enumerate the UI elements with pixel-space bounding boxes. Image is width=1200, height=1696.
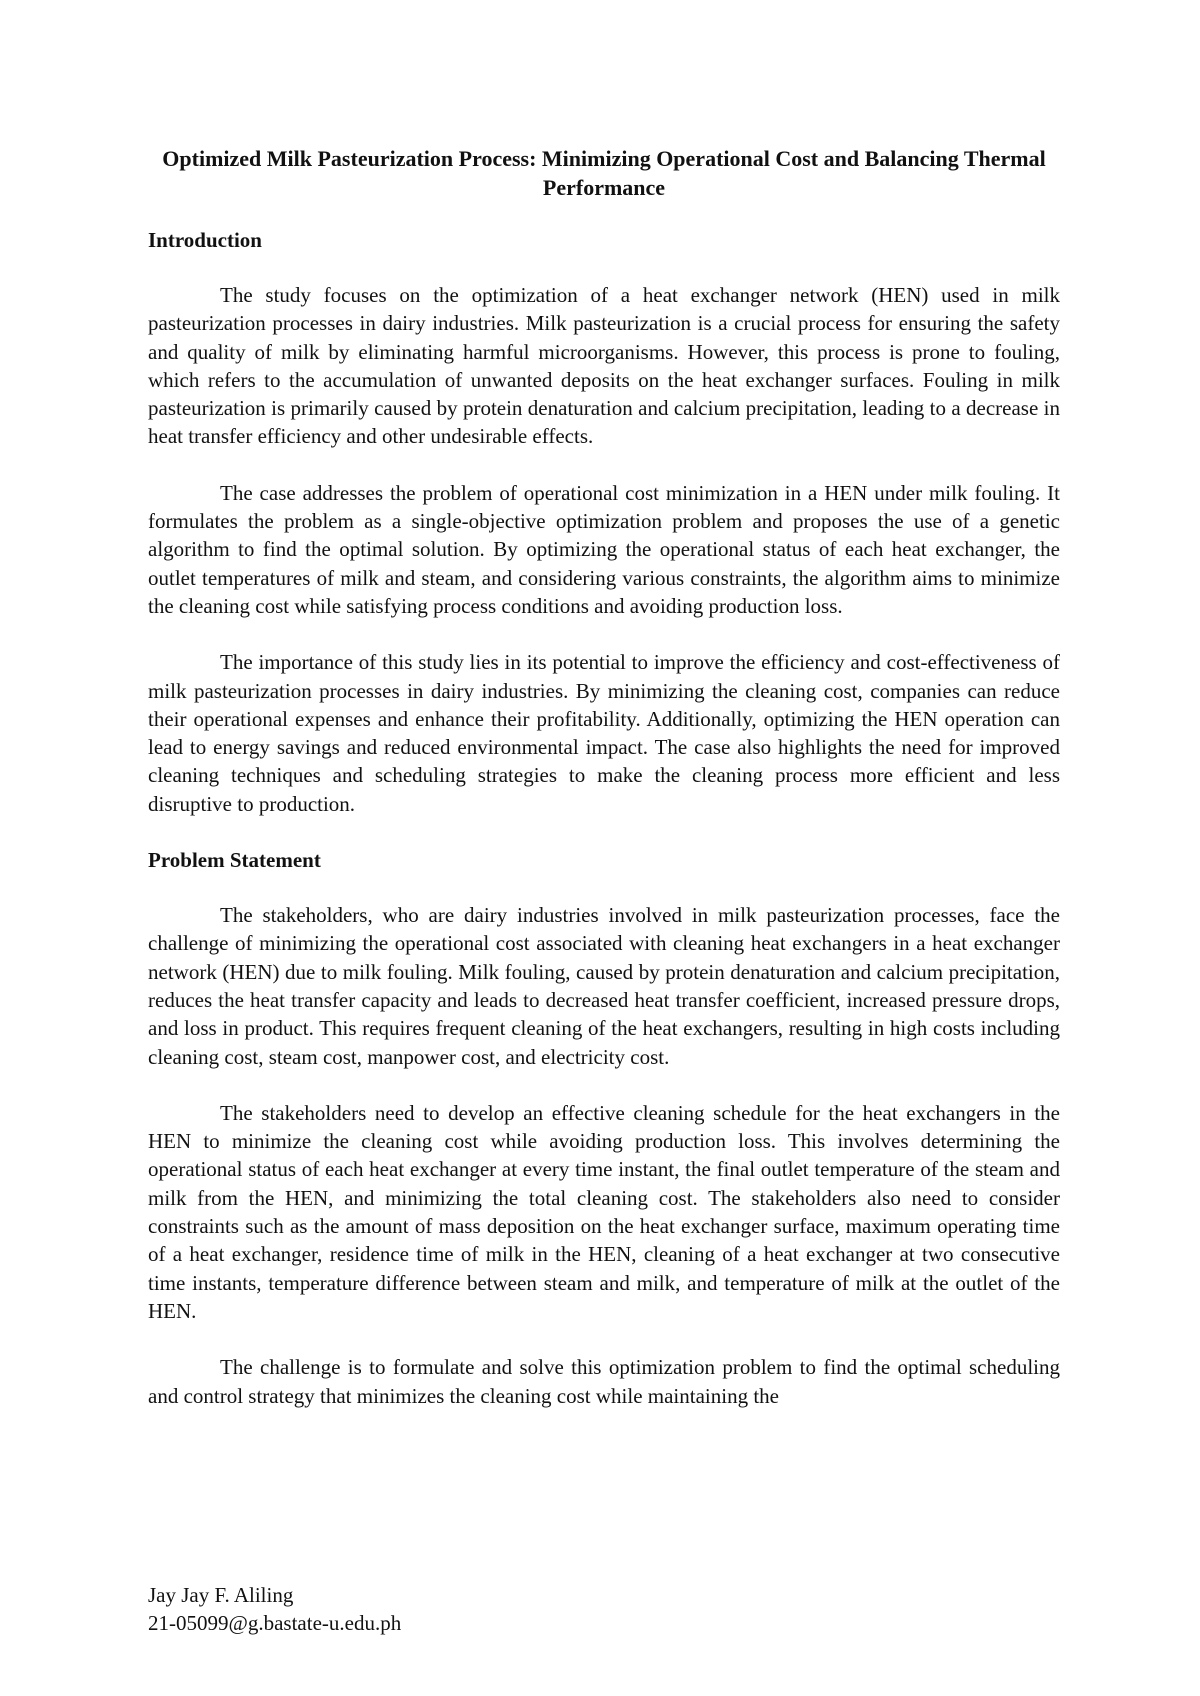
paragraph: The stakeholders, who are dairy industries involved in milk pasteurization processes, face the challenge of minimizing the operational cost associated with cleaning heat exchangers in a heat exchanger network (HEN) due to milk fouling. Milk fouling, caused by protein denaturation and calcium precipitation, reduces the heat transfer capacity and leads to decreased heat transfer coefficient, increased pressure drops, and loss in product. This requires frequent cleaning of the heat exchangers, resulting in high costs including cleaning cost, steam cost, manpower cost, and electricity cost. bbox=[148, 903, 1060, 1069]
author-name: Jay Jay F. Aliling bbox=[148, 1583, 294, 1607]
paragraph: The stakeholders need to develop an effective cleaning schedule for the heat exchangers in the HEN to minimize the cleaning cost while avoiding production loss. This involves determining the operational status of each heat exchanger at every time instant, the final outlet temperature of the steam and milk from the HEN, and minimizing the total cleaning cost. The stakeholders also need to consider constraints such as the amount of mass deposition on the heat exchanger surface, maximum operating time of a heat exchanger, residence time of milk in the HEN, cleaning of a heat exchanger at two consecutive time instants, temperature difference between steam and milk, and temperature of milk at the outlet of the HEN. bbox=[148, 1100, 1060, 1323]
author-email: 21-05099@g.bastate-u.edu.ph bbox=[148, 1611, 402, 1635]
section-heading-problem-statement: Problem Statement bbox=[148, 848, 321, 873]
paragraph: The case addresses the problem of operational cost minimization in a HEN under milk fouling. It formulates the problem as a single-objective optimization problem and proposes the use of a genetic algorithm to find the optimal solution. By optimizing the operational status of each heat exchanger, the outlet temperatures of milk and steam, and considering various constraints, the algorithm aims to minimize the cleaning cost while satisfying process conditions and avoiding production loss. bbox=[148, 480, 1060, 618]
page-footer bbox=[148, 1581, 401, 1637]
paragraph: The challenge is to formulate and solve this optimization problem to find the optimal scheduling and control strategy that minimizes the cleaning cost while maintaining the bbox=[148, 1355, 1060, 1408]
paragraph: The study focuses on the optimization of a heat exchanger network (HEN) used in milk pasteurization processes in dairy industries. Milk pasteurization is a crucial process for ensuring the safety and quality of milk by eliminating harmful microorganisms. However, this process is prone to fouling, which refers to the accumulation of unwanted deposits on the heat exchanger surfaces. Fouling in milk pasteurization is primarily caused by protein denaturation and calcium precipitation, leading to a decrease in heat transfer efficiency and other undesirable effects. bbox=[148, 283, 1060, 449]
section-heading-introduction: Introduction bbox=[148, 228, 262, 252]
paragraph: The importance of this study lies in its potential to improve the efficiency and cost-effectiveness of milk pasteurization processes in dairy industries. By minimizing the cleaning cost, companies can reduce their operational expenses and enhance their profitability. Additionally, optimizing the HEN operation can lead to energy savings and reduced environmental impact. The case also highlights the need for improved cleaning techniques and scheduling strategies to make the cleaning process more efficient and less disruptive to production. bbox=[148, 650, 1060, 816]
document-title: Optimized Milk Pasteurization Process: Minimizing Operational Cost and Balancing Thermal Performance bbox=[162, 146, 1046, 200]
document-page bbox=[148, 144, 1060, 1410]
